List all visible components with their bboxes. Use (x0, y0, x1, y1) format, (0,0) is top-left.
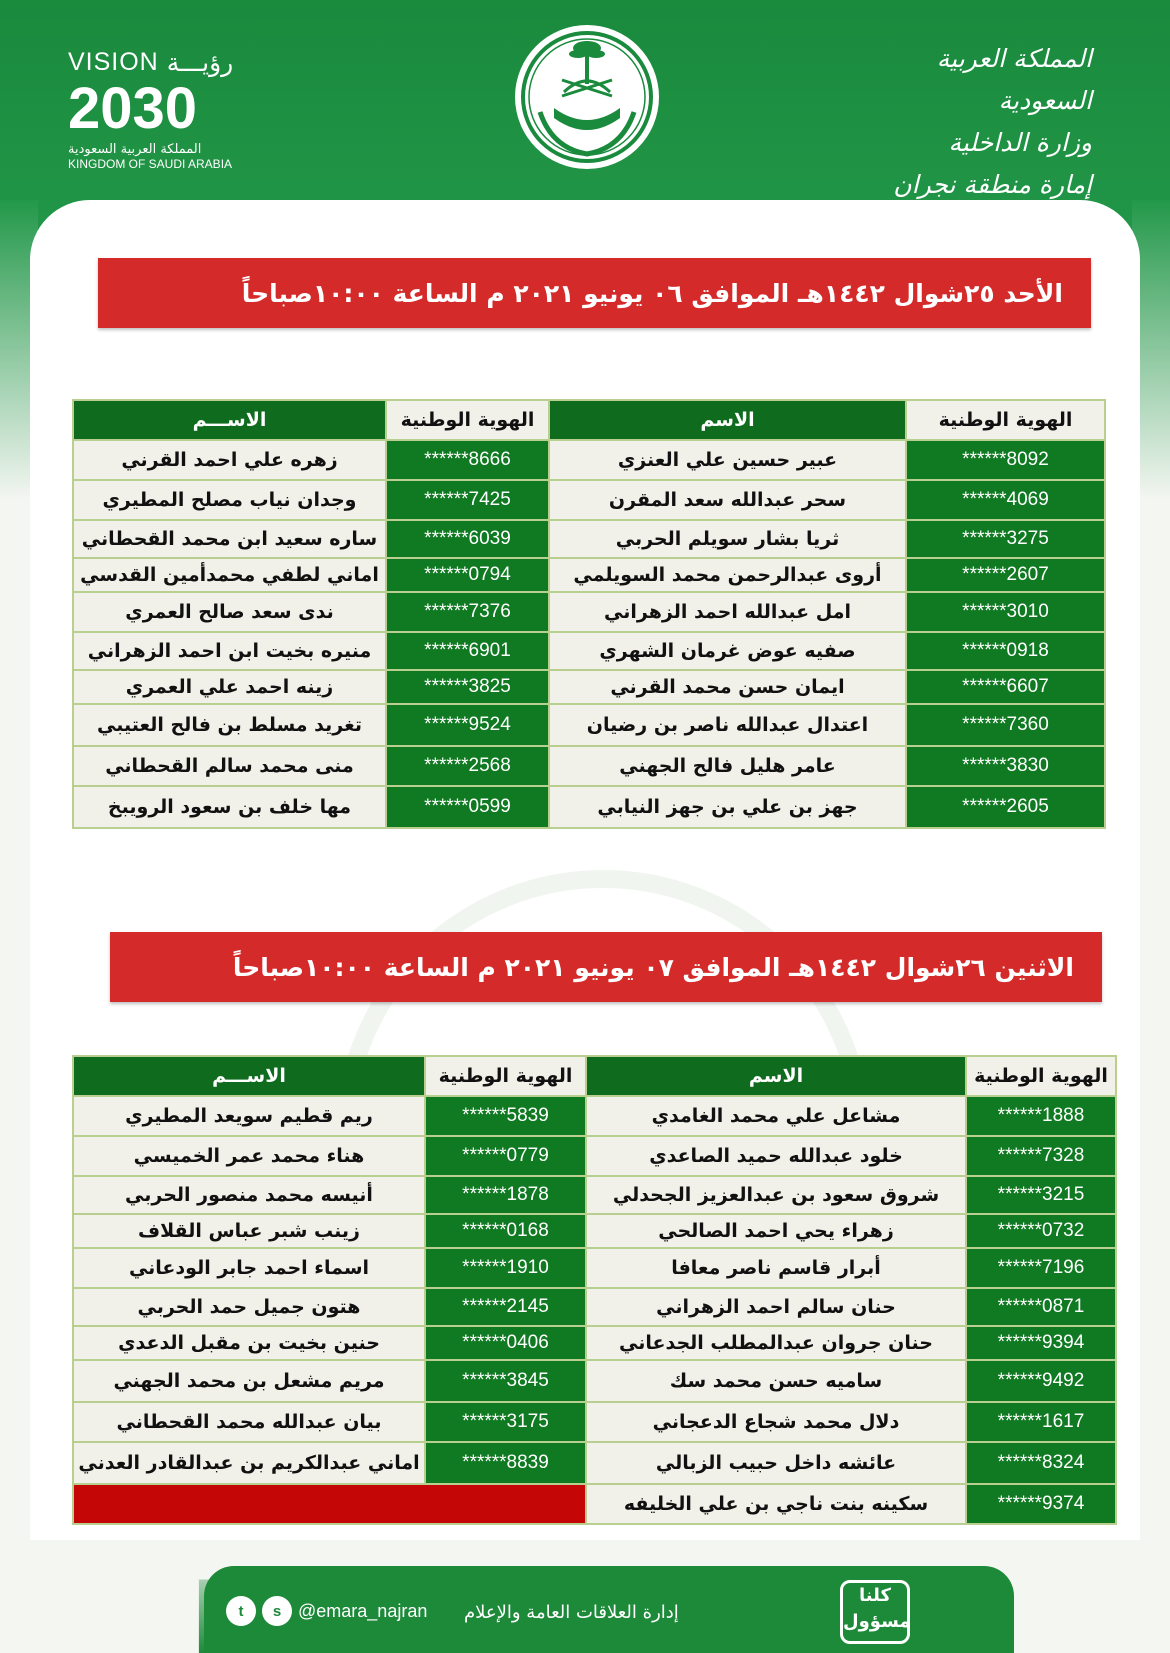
cell-id-left: ******1910 (425, 1248, 586, 1288)
header-name-left: الاســـم (73, 1056, 425, 1096)
cell-id-left: ******3175 (425, 1402, 586, 1442)
cell-id-right: ******3215 (966, 1176, 1116, 1214)
cell-id-right: ******3830 (906, 746, 1105, 786)
slogan-line-1: كلنا (859, 1585, 891, 1606)
cell-name-left: زينب شبر عباس القلاف (73, 1214, 425, 1248)
table-row (73, 746, 1105, 786)
cell-id-left: ******8666 (386, 440, 549, 480)
cell-name-right: ساميه حسن محمد سك (586, 1360, 966, 1402)
cell-name-left: مريم مشعل بن محمد الجهني (73, 1360, 425, 1402)
cell-name-left: اسماء احمد جابر الودعاني (73, 1248, 425, 1288)
cell-id-left: ******6039 (386, 520, 549, 558)
table-row (73, 1096, 1116, 1136)
cell-name-right: جهز بن علي بن جهز النيابي (549, 786, 906, 828)
cell-id-left: ******0406 (425, 1326, 586, 1360)
cell-name-right: صفيه عوض غرمان الشهري (549, 632, 906, 670)
cell-id-right: ******7328 (966, 1136, 1116, 1176)
ministry-line-interior: وزارة الداخلية (948, 128, 1092, 157)
cell-name-left: منى محمد سالم القحطاني (73, 746, 386, 786)
cell-id-right: ******2605 (906, 786, 1105, 828)
header-id-left: الهوية الوطنية (386, 400, 549, 440)
table-row (73, 1360, 1116, 1402)
cell-name-left: ريم قطيم سويعد المطيري (73, 1096, 425, 1136)
cell-name-right: عائشه داخل حبيب الزبالي (586, 1442, 966, 1484)
cell-id-left: ******0599 (386, 786, 549, 828)
cell-name-right: ايمان حسن محمد القرني (549, 670, 906, 704)
cell-id-left: ******0794 (386, 558, 549, 592)
cell-name-left: اماني عبدالكريم بن عبدالقادر العدني (73, 1442, 425, 1484)
cell-id-right: ******7360 (906, 704, 1105, 746)
header-name-left: الاســـم (73, 400, 386, 440)
cell-id-left: ******7376 (386, 592, 549, 632)
table-row (73, 592, 1105, 632)
cell-id-right: ******3275 (906, 520, 1105, 558)
table-row (73, 1484, 1116, 1524)
cell-id-right: ******9374 (966, 1484, 1116, 1524)
table-row (73, 1326, 1116, 1360)
social-handle[interactable]: @emara_najran (298, 1600, 428, 1621)
cell-name-left: هتون جميل حمد الحربي (73, 1288, 425, 1326)
session-1-date-banner: الأحد ٢٥شوال ١٤٤٢هـ الموافق ٠٦ يونيو ٢٠٢١ م الساعة ١٠:٠٠صباحاً (98, 258, 1091, 328)
table-row (73, 670, 1105, 704)
cell-id-right: ******1617 (966, 1402, 1116, 1442)
empty-cell (73, 1484, 586, 1524)
header-id-left: الهوية الوطنية (425, 1056, 586, 1096)
table-row (73, 558, 1105, 592)
vision-country-en: KINGDOM OF SAUDI ARABIA (68, 157, 233, 171)
cell-name-left: بيان عبدالله محمد القحطاني (73, 1402, 425, 1442)
cell-name-left: اماني لطفي محمدأمين القدسي (73, 558, 386, 592)
social-links (226, 1596, 427, 1626)
cell-name-left: زينه احمد علي العمري (73, 670, 386, 704)
header-id-right: الهوية الوطنية (906, 400, 1105, 440)
cell-name-right: شروق سعود بن عبدالعزيز الجحدلي (586, 1176, 966, 1214)
cell-id-left: ******0168 (425, 1214, 586, 1248)
ministry-line-kingdom: المملكة العربية السعودية (936, 44, 1092, 115)
cell-id-right: ******9394 (966, 1326, 1116, 1360)
vision-label-ar: رؤيـــة (166, 49, 234, 77)
cell-id-right: ******9492 (966, 1360, 1116, 1402)
cell-id-left: ******2145 (425, 1288, 586, 1326)
table-row (73, 786, 1105, 828)
cell-id-left: ******1878 (425, 1176, 586, 1214)
cell-name-left: منيره بخيت ابن احمد الزهراني (73, 632, 386, 670)
cell-id-right: ******0732 (966, 1214, 1116, 1248)
cell-name-left: هناء محمد عمر الخميسي (73, 1136, 425, 1176)
cell-name-right: أبرار قاسم ناصر معافا (586, 1248, 966, 1288)
cell-name-left: حنين بخيت بن مقبل الدعدي (73, 1326, 425, 1360)
cell-name-left: تغريد مسلط بن فالح العتيبي (73, 704, 386, 746)
table-row (73, 440, 1105, 480)
vision-country-ar: المملكة العربية السعودية (68, 142, 202, 157)
cell-name-right: عامر هليل فالح الجهني (549, 746, 906, 786)
slogan-line-2: مسؤول (843, 1611, 911, 1632)
kolna-masool-logo (840, 1580, 910, 1644)
table-row (73, 1136, 1116, 1176)
table-row (73, 1288, 1116, 1326)
table-row (73, 1442, 1116, 1484)
table-row (73, 1176, 1116, 1214)
cell-id-left: ******9524 (386, 704, 549, 746)
cell-name-right: ثريا بشار سويلم الحربي (549, 520, 906, 558)
ministry-emblem-icon (512, 22, 662, 172)
cell-name-left: زهره علي احمد القرني (73, 440, 386, 480)
cell-id-left: ******6901 (386, 632, 549, 670)
session-2-date-banner: الاثنين ٢٦شوال ١٤٤٢هـ الموافق ٠٧ يونيو ٢٠٢١ م الساعة ١٠:٠٠صباحاً (110, 932, 1102, 1002)
department-name: إدارة العلاقات العامة والإعلام (464, 1602, 679, 1623)
cell-name-left: وجدان نياب مصلح المطيري (73, 480, 386, 520)
cell-id-left: ******5839 (425, 1096, 586, 1136)
table-row (73, 1402, 1116, 1442)
header-name-right: الاسم (586, 1056, 966, 1096)
cell-name-left: ساره سعيد ابن محمد القحطاني (73, 520, 386, 558)
table-row (73, 1214, 1116, 1248)
twitter-icon[interactable]: t (226, 1596, 256, 1626)
cell-name-right: عبير حسين علي العنزي (549, 440, 906, 480)
vision-label-en: VISION (68, 48, 159, 76)
cell-name-right: مشاعل علي محمد الغامدي (586, 1096, 966, 1136)
cell-id-right: ******1888 (966, 1096, 1116, 1136)
cell-name-right: سحر عبدالله سعد المقرن (549, 480, 906, 520)
cell-name-right: زهراء يحي احمد الصالحي (586, 1214, 966, 1248)
session-2-table (72, 1055, 1117, 1525)
cell-name-right: اعتدال عبدالله ناصر بن رضيان (549, 704, 906, 746)
cell-name-right: خلود عبدالله حميد الصاعدي (586, 1136, 966, 1176)
cell-id-right: ******7196 (966, 1248, 1116, 1288)
vision-2030-logo (68, 48, 268, 178)
header-name-right: الاسم (549, 400, 906, 440)
cell-name-right: أروى عبدالرحمن محمد السويلمي (549, 558, 906, 592)
table-row (73, 632, 1105, 670)
table-row (73, 520, 1105, 558)
cell-id-right: ******8324 (966, 1442, 1116, 1484)
table-row (73, 480, 1105, 520)
cell-id-right: ******2607 (906, 558, 1105, 592)
cell-id-left: ******0779 (425, 1136, 586, 1176)
table-row (73, 1248, 1116, 1288)
header-id-right: الهوية الوطنية (966, 1056, 1116, 1096)
session-1-table (72, 399, 1106, 829)
table-row (73, 704, 1105, 746)
cell-name-right: حنان سالم احمد الزهراني (586, 1288, 966, 1326)
cell-id-left: ******3825 (386, 670, 549, 704)
cell-name-right: امل عبدالله احمد الزهراني (549, 592, 906, 632)
cell-name-left: ندى سعد صالح العمري (73, 592, 386, 632)
cell-id-left: ******3845 (425, 1360, 586, 1402)
cell-id-left: ******2568 (386, 746, 549, 786)
vision-number: 2030 (68, 76, 198, 141)
cell-name-left: أنيسه محمد منصور الحربي (73, 1176, 425, 1214)
cell-id-right: ******3010 (906, 592, 1105, 632)
cell-id-right: ******0871 (966, 1288, 1116, 1326)
cell-name-right: دلال محمد شجاع الدعجاني (586, 1402, 966, 1442)
snapchat-icon[interactable]: s (262, 1596, 292, 1626)
ministry-line-najran: إمارة منطقة نجران (893, 170, 1092, 199)
cell-id-right: ******0918 (906, 632, 1105, 670)
cell-id-right: ******6607 (906, 670, 1105, 704)
cell-id-right: ******4069 (906, 480, 1105, 520)
cell-name-right: سكينه بنت ناجي بن علي الخليفه (586, 1484, 966, 1524)
cell-id-left: ******7425 (386, 480, 549, 520)
cell-name-right: حنان جروان عبدالمطلب الجدعاني (586, 1326, 966, 1360)
cell-id-left: ******8839 (425, 1442, 586, 1484)
ministry-calligraphy (852, 38, 1092, 206)
cell-name-left: مها خلف بن سعود الرويبخ (73, 786, 386, 828)
cell-id-right: ******8092 (906, 440, 1105, 480)
